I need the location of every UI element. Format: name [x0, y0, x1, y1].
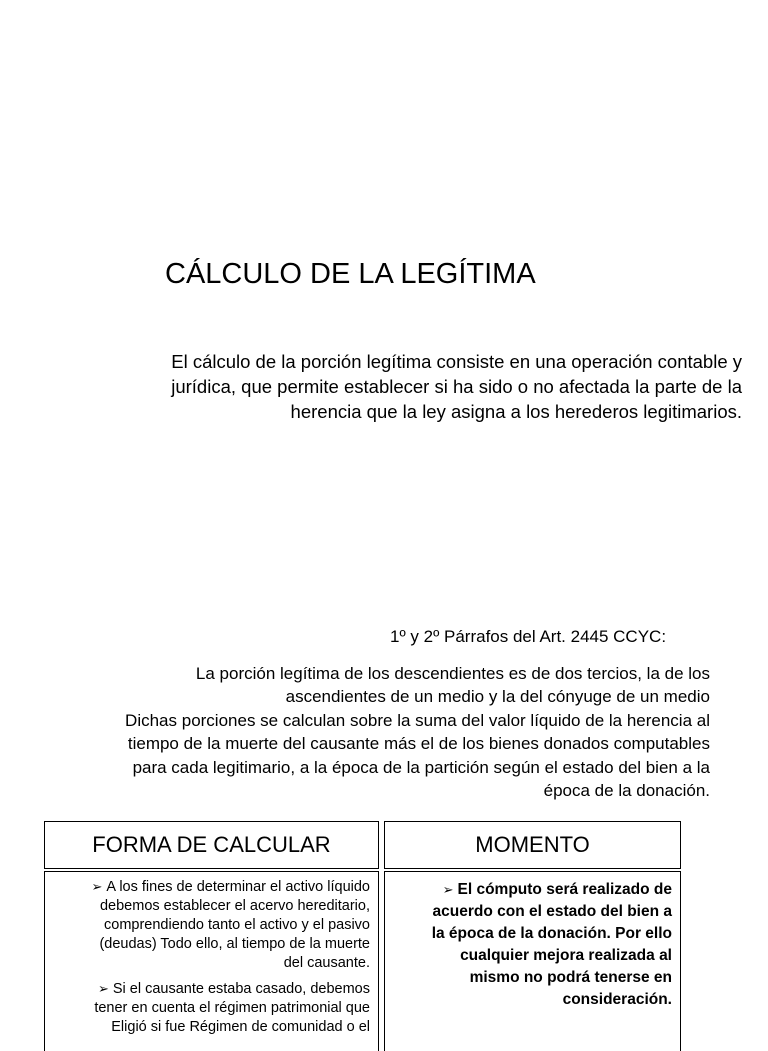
article-text	[40, 662, 710, 802]
intro-line: herencia que la ley asigna a los herederos legitimarios.	[290, 401, 742, 422]
article-line: Dichas porciones se calculan sobre la suma del valor líquido de la herencia al	[125, 710, 710, 730]
calc-paragraph	[51, 877, 370, 973]
moment-line: la época de la donación. Por ello	[431, 925, 672, 942]
page-title: CÁLCULO DE LA LEGÍTIMA	[165, 258, 536, 290]
moment-line: mismo no podrá tenerse en	[469, 969, 672, 986]
calc-line: del causante.	[283, 955, 370, 971]
left-column-header: FORMA DE CALCULAR	[44, 821, 379, 869]
article-line: para cada legitimario, a la época de la partición según el estado del bien a la	[132, 757, 710, 777]
arrow-bullet-icon: ➢	[442, 882, 454, 897]
arrow-bullet-icon: ➢	[97, 981, 109, 996]
calc-line: tener en cuenta el régimen patrimonial que	[94, 1000, 370, 1016]
moment-line: acuerdo con el estado del bien a	[432, 903, 672, 920]
right-column-body	[384, 871, 681, 1051]
calc-line: Eligió si fue Régimen de comunidad o el	[111, 1019, 370, 1035]
article-line: época de la donación.	[543, 781, 710, 801]
moment-line: ➢ El cómputo será realizado de	[391, 879, 672, 901]
left-column-body	[44, 871, 379, 1051]
right-column-header: MOMENTO	[384, 821, 681, 869]
article-line: ascendientes de un medio y la del cónyuge de un medio	[285, 687, 710, 707]
intro-line: El cálculo de la porción legítima consiste en una operación contable y	[171, 351, 742, 372]
article-line: tiempo de la muerte del causante más el de los bienes donados computables	[127, 734, 710, 754]
calculation-table	[44, 821, 681, 1041]
calc-line: (deudas) Todo ello, al tiempo de la muerte	[99, 936, 370, 952]
calc-line: ➢ A los fines de determinar el activo líquido	[91, 879, 370, 895]
article-line: La porción legítima de los descendientes es de dos tercios, la de los	[195, 664, 710, 683]
intro-line: jurídica, que permite establecer si ha sido o no afectada la parte de la	[171, 376, 742, 397]
article-heading: 1º y 2º Párrafos del Art. 2445 CCYC:	[390, 627, 667, 646]
calc-line: debemos establecer el acervo hereditario,	[99, 898, 370, 914]
calc-line: comprendiendo tanto el activo y el pasivo	[104, 917, 370, 933]
moment-line: cualquier mejora realizada al	[460, 947, 672, 964]
calc-line: ➢ Si el causante estaba casado, debemos	[97, 981, 370, 997]
arrow-bullet-icon: ➢	[91, 879, 103, 894]
calc-paragraph	[51, 979, 370, 1037]
moment-line: consideración.	[562, 991, 672, 1008]
intro-paragraph	[72, 349, 742, 424]
